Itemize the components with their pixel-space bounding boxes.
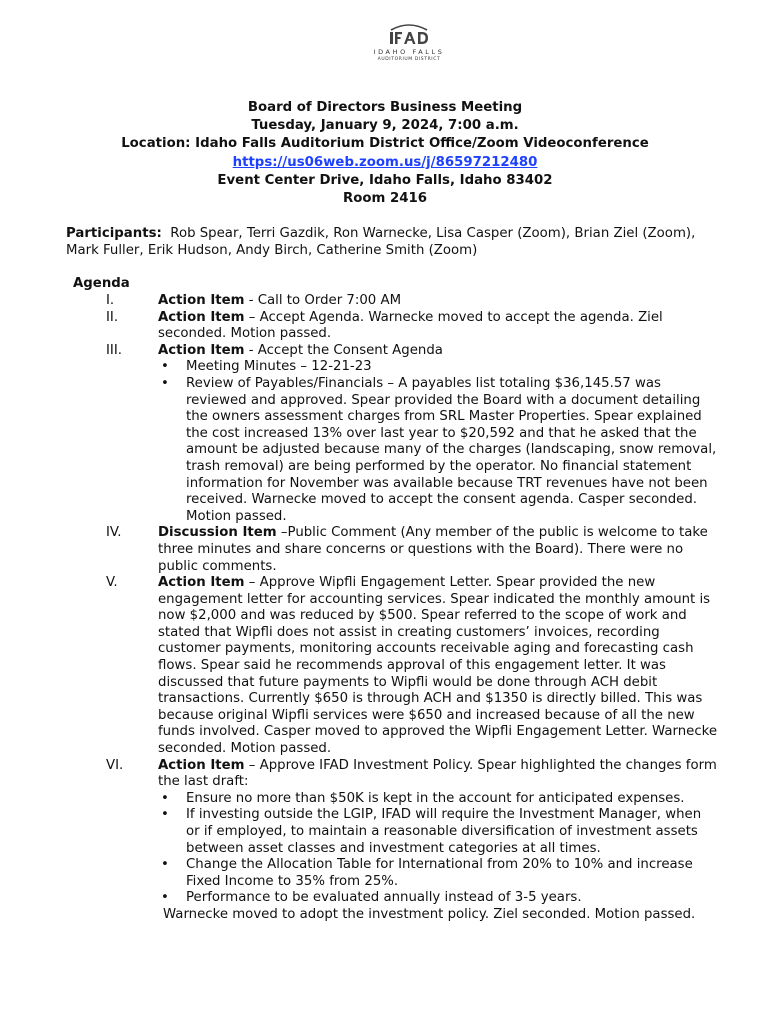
meeting-date: Tuesday, January 9, 2024, 7:00 a.m. xyxy=(251,118,519,134)
bullet-item: • Review of Payables/Financials – A payables list totaling $36,145.57 was reviewed and approved. Spear provided the Board with a document detailing the owners assessment charges from SRL Master Properties. Spear explained the cost increased 13% over last year to $20,592 and that he asked that the amount be adjusted because many of the charges (landscaping, snow removal, trash removal) are being performed by the operator. No financial statement information for November was available because TRT revenues have not been received. Warnecke moved to accept the consent agenda. Casper seconded. Motion passed. xyxy=(158,376,718,525)
bullet-item: • Change the Allocation Table for International from 20% to 10% and increase Fixed Income to 35% from 25%. xyxy=(158,857,718,890)
agenda-item-number: III. xyxy=(106,342,122,358)
agenda-item-text: –Public Comment (Any member of the public is welcome to take three minutes and share concerns or questions with the Board). There were no public comments. xyxy=(158,525,708,574)
agenda-title: Agenda xyxy=(73,276,130,291)
participants-list: Rob Spear, Terri Gazdik, Ron Warnecke, Lisa Casper (Zoom), Brian Ziel (Zoom), Mark Fuller, Erik Hudson, Andy Birch, Catherine Smith (Zoom) xyxy=(66,226,696,258)
agenda-item xyxy=(0,758,718,924)
agenda-item-number: IV. xyxy=(106,525,122,541)
agenda-item-number: I. xyxy=(106,293,115,308)
logo-line-1: IDAHO FALLS xyxy=(373,48,445,56)
bullet-item: • Performance to be evaluated annually instead of 3-5 years. xyxy=(158,890,718,907)
agenda-item-text: – Accept Agenda. Warnecke moved to accept the agenda. Ziel seconded. Motion passed. xyxy=(158,309,663,342)
agenda-item-number: V. xyxy=(106,575,118,591)
logo-line-2: AUDITORIUM DISTRICT xyxy=(377,57,441,62)
agenda-item-type: Action Item xyxy=(158,342,245,358)
agenda-item-type: Action Item xyxy=(158,575,245,591)
ifad-logo-mark xyxy=(387,20,431,46)
bullet-item: • Ensure no more than $50K is kept in the account for anticipated expenses. xyxy=(158,791,718,808)
bullet-item: • If investing outside the LGIP, IFAD will require the Investment Manager, when or if employed, to maintain a reasonable diversification of investment assets between asset classes and investment categories at all times. xyxy=(158,807,718,857)
meeting-address: Event Center Drive, Idaho Falls, Idaho 83402 xyxy=(217,172,553,188)
agenda-item-number: II. xyxy=(106,309,119,325)
meeting-title: Board of Directors Business Meeting xyxy=(247,100,523,115)
meeting-location: Location: Idaho Falls Auditorium District Office/Zoom Videoconference xyxy=(121,136,649,152)
agenda-item-type: Action Item xyxy=(158,293,245,308)
meeting-room: Room 2416 xyxy=(342,191,427,207)
agenda-item xyxy=(0,525,718,575)
agenda-item-text: - Accept the Consent Agenda xyxy=(244,342,443,358)
ifad-logo xyxy=(369,20,449,62)
participants-label: Participants: xyxy=(66,226,162,241)
bullet-item: • Meeting Minutes – 12-21-23 xyxy=(158,359,718,376)
zoom-link[interactable]: https://us06web.zoom.us/j/86597212480 xyxy=(232,154,538,170)
meeting-header xyxy=(0,99,770,208)
bullet-list xyxy=(158,359,718,525)
agenda-item xyxy=(0,293,718,310)
agenda-item-text: - Call to Order 7:00 AM xyxy=(244,293,402,308)
participants xyxy=(66,225,706,259)
agenda-item-text: – Approve IFAD Investment Policy. Spear highlighted the changes form the last draft: xyxy=(158,757,717,790)
agenda-item xyxy=(0,310,718,343)
agenda-item-type: Discussion Item xyxy=(158,525,277,541)
agenda-item xyxy=(0,343,718,526)
agenda-items xyxy=(0,293,770,924)
agenda-item-type: Action Item xyxy=(158,757,245,773)
bullet-list xyxy=(158,791,718,907)
agenda-item-type: Action Item xyxy=(158,309,245,325)
agenda-item xyxy=(0,575,718,758)
agenda-item-number: VI. xyxy=(106,757,124,773)
motion-result: Warnecke moved to adopt the investment policy. Ziel seconded. Motion passed. xyxy=(163,906,696,922)
agenda-item-text: – Approve Wipfli Engagement Letter. Spear provided the new engagement letter for accounting services. Spear indicated the monthly amount is now $2,000 and was reduced by $500. Spear referred to the scope of work and stated that Wipfli does not assist in creating customers’ invoices, recording customer payments, monitoring accounts receivable aging and forecasting cash flows. Spear said he recommends approval of this engagement letter. It was discussed that future payments to Wipfli would be done through ACH debit transactions. Currently $650 is through ACH and $1350 is directly billed. This was because original Wipfli services were $650 and increased because of all the new funds involved. Casper moved to approved the Wipfli Engagement Letter. Warnecke seconded. Motion passed. xyxy=(158,575,718,757)
